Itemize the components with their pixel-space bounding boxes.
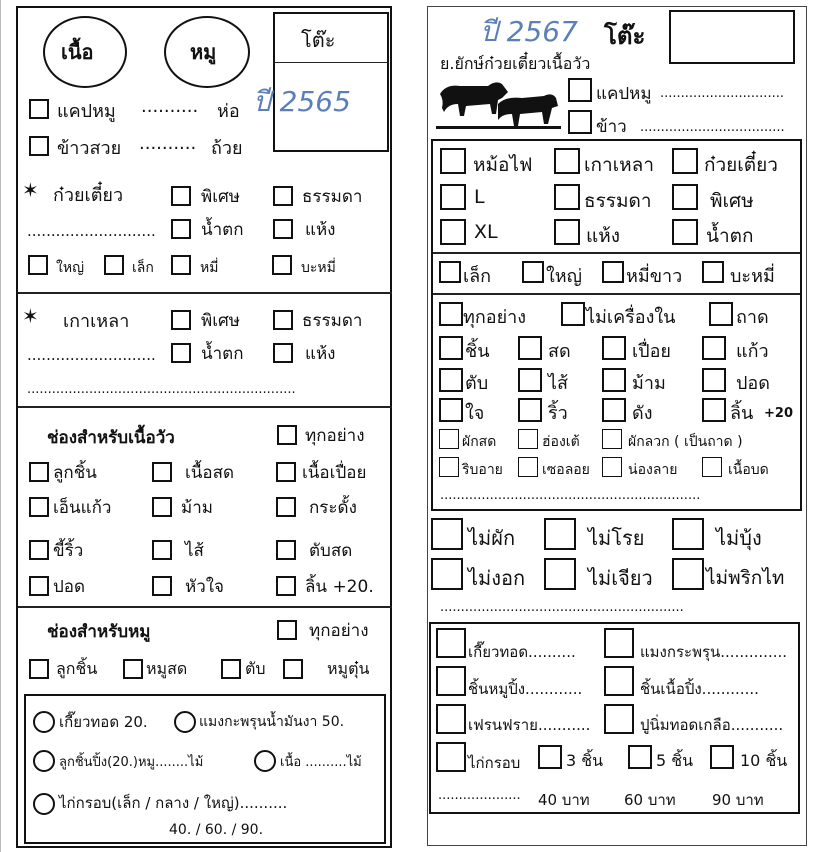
beef-tripe-checkbox[interactable] — [29, 540, 49, 560]
pork-label: หมู — [190, 40, 217, 64]
kaolao-special-checkbox[interactable] — [171, 310, 191, 330]
intestine-checkbox[interactable] — [518, 368, 542, 392]
tongue-checkbox[interactable] — [702, 398, 726, 422]
no-fried-garlic-checkbox[interactable] — [544, 558, 576, 590]
crackling-unit: ห่อ — [217, 101, 240, 122]
blanched-veg-checkbox[interactable] — [602, 429, 622, 449]
size-big-checkbox[interactable] — [28, 255, 48, 275]
beef-fresh-checkbox[interactable] — [152, 462, 172, 482]
order-form-2565: เนื้อ หมู โต๊ะ ปี 2565 แคปหมู .......... ห่อ ข้าวสวย .......... ถ้วย ✶ ก๋วยเตี๋ยว พิเศษ ธรรมดา ........................... น้ำตก แห้ง ใหญ่ เล็ก หมี่ บะหมี่ ✶ เกาเหลา พิเศษ ธรรมดา ........................... น้ำตก แห้ง ................................................................. ช่องสำหรับเนื้อวัว ทุกอย่าง ลูกชิ้น เนื้อสด เนื้อเปื่อย เอ็นแก้ว ม้าม กระดั้ง ขี้ริ้ว ไส้ ตับสด ปอด หัวใจ ลิ้น +20. ช่องสำหรับหมู ทุกอย่าง ลูกชิ้น หมูสด ตับ หมูตุ๋น เกี๊ยวทอด 20. แมงกะพรุนน้ำมันงา 50. ลูกชิ้นปิ้ง(20.)หมู........ไม้ เนื้อ ..........ไม้ ไก่กรอบ(เล็ก / กลาง / ใหญ่).......... 40. / 60. / 90. — [0, 0, 411, 852]
fresh-veg-checkbox[interactable] — [439, 429, 459, 449]
dry-checkbox[interactable] — [554, 219, 580, 245]
lung-checkbox[interactable] — [702, 368, 726, 392]
noodle-bamee-checkbox[interactable] — [702, 261, 724, 283]
soft-shell-crab-checkbox[interactable] — [604, 704, 634, 734]
noodle-special-checkbox[interactable] — [171, 186, 191, 206]
beef-liver-checkbox[interactable] — [276, 540, 296, 560]
no-sprouts-checkbox[interactable] — [431, 558, 463, 590]
pork-liver-checkbox[interactable] — [221, 659, 241, 679]
noodle-star-icon: ✶ — [22, 178, 39, 202]
sirloin-checkbox[interactable] — [518, 457, 538, 477]
shop-name: ย.ยักษ์ก๋วยเตี๋ยวเนื้อวัว — [440, 54, 591, 73]
no-offal-checkbox[interactable] — [561, 302, 585, 326]
crackling-checkbox[interactable] — [568, 78, 592, 102]
size-bamee-checkbox[interactable] — [272, 255, 292, 275]
kaolao-dry-checkbox[interactable] — [273, 343, 293, 363]
tray-checkbox[interactable] — [709, 302, 733, 326]
rice-label: ข้าวสวย — [57, 138, 122, 159]
beef-section-title: ช่องสำหรับเนื้อวัว — [47, 428, 175, 448]
hotpot-checkbox[interactable] — [440, 148, 466, 174]
pork-section-title: ช่องสำหรับหมู — [47, 622, 151, 642]
beef-stewed-checkbox[interactable] — [276, 462, 296, 482]
kaolao-star-icon: ✶ — [22, 304, 39, 328]
noodle-title: ก๋วยเตี๋ยว — [53, 185, 124, 206]
beef-intestine-checkbox[interactable] — [152, 540, 172, 560]
year-handwritten: ปี 2567 — [480, 15, 578, 48]
pork-stew-checkbox[interactable] — [283, 659, 303, 679]
slice-checkbox[interactable] — [439, 336, 463, 360]
no-morning-glory-checkbox[interactable] — [672, 518, 704, 550]
grilled-pork-ball-radio[interactable] — [33, 750, 55, 772]
fried-wonton-checkbox[interactable] — [436, 628, 466, 658]
table-label: โต๊ะ — [604, 22, 646, 50]
crispy-chicken-checkbox[interactable] — [436, 742, 466, 772]
liver-checkbox[interactable] — [439, 368, 463, 392]
kaolao-water-checkbox[interactable] — [171, 343, 191, 363]
cartilage-checkbox[interactable] — [602, 398, 626, 422]
size-l-checkbox[interactable] — [440, 184, 466, 210]
minced-beef-checkbox[interactable] — [702, 457, 722, 477]
all-parts-checkbox[interactable] — [439, 302, 463, 326]
water-checkbox[interactable] — [672, 219, 698, 245]
noodle-small-checkbox[interactable] — [439, 261, 461, 283]
size-mee-checkbox[interactable] — [171, 255, 191, 275]
table-number-box[interactable] — [669, 10, 795, 64]
spleen-checkbox[interactable] — [602, 368, 626, 392]
grilled-pork-checkbox[interactable] — [436, 666, 466, 696]
size-xl-checkbox[interactable] — [440, 219, 466, 245]
beef-tongue-checkbox[interactable] — [276, 576, 296, 596]
rice-checkbox[interactable] — [29, 136, 49, 156]
cattle-logo — [436, 74, 561, 132]
table-label: โต๊ะ — [301, 28, 336, 52]
grilled-beef-checkbox[interactable] — [604, 666, 634, 696]
heart-checkbox[interactable] — [439, 398, 463, 422]
chicken-10pc-checkbox[interactable] — [710, 745, 734, 769]
beef-label: เนื้อ — [61, 40, 94, 64]
noodle-water-checkbox[interactable] — [171, 219, 191, 239]
grilled-beef-ball-radio[interactable] — [254, 750, 276, 772]
stewed-checkbox[interactable] — [602, 336, 626, 360]
size-small-checkbox[interactable] — [104, 255, 124, 275]
noodle-normal-checkbox[interactable] — [273, 186, 293, 206]
ribeye-checkbox[interactable] — [439, 457, 459, 477]
chicken-3pc-checkbox[interactable] — [538, 745, 562, 769]
pork-meatball-checkbox[interactable] — [29, 659, 49, 679]
beef-cartilage-checkbox[interactable] — [276, 497, 296, 517]
year-handwritten: ปี 2565 — [253, 85, 351, 118]
kaolao-normal-checkbox[interactable] — [273, 310, 293, 330]
noodle-white-mee-checkbox[interactable] — [602, 261, 624, 283]
crispy-chicken-radio[interactable] — [33, 793, 55, 815]
kaolao-checkbox[interactable] — [554, 148, 580, 174]
crackling-checkbox[interactable] — [29, 99, 49, 119]
noodle-checkbox[interactable] — [672, 148, 698, 174]
shank-checkbox[interactable] — [602, 457, 622, 477]
beef-lung-checkbox[interactable] — [29, 576, 49, 596]
rice-unit: ถ้วย — [211, 138, 243, 159]
crackling-label: แคปหมู — [57, 101, 116, 122]
pork-fresh-checkbox[interactable] — [123, 659, 143, 679]
tendon-checkbox[interactable] — [702, 336, 726, 360]
normal-checkbox[interactable] — [554, 184, 580, 210]
noodle-big-checkbox[interactable] — [522, 261, 544, 283]
special-checkbox[interactable] — [672, 184, 698, 210]
pork-all-checkbox[interactable] — [277, 620, 297, 640]
no-garnish-checkbox[interactable] — [544, 518, 576, 550]
french-fries-checkbox[interactable] — [436, 704, 466, 734]
beef-meatball-checkbox[interactable] — [29, 462, 49, 482]
no-pepper-checkbox[interactable] — [672, 558, 704, 590]
rice-checkbox[interactable] — [568, 110, 592, 134]
noodle-dry-checkbox[interactable] — [273, 219, 293, 239]
beef-heart-checkbox[interactable] — [152, 576, 172, 596]
jellyfish-checkbox[interactable] — [604, 628, 634, 658]
fresh-checkbox[interactable] — [518, 336, 542, 360]
chicken-5pc-checkbox[interactable] — [628, 745, 652, 769]
tripe-checkbox[interactable] — [518, 398, 542, 422]
beef-spleen-checkbox[interactable] — [152, 497, 172, 517]
jellyfish-radio[interactable] — [174, 711, 196, 733]
beef-all-checkbox[interactable] — [277, 425, 297, 445]
beef-tendon-checkbox[interactable] — [29, 497, 49, 517]
kaolao-title: เกาเหลา — [63, 311, 130, 332]
no-veg-checkbox[interactable] — [431, 518, 463, 550]
bok-choy-checkbox[interactable] — [518, 429, 538, 449]
order-form-2567: ปี 2567 โต๊ะ ย.ยักษ์ก๋วยเตี๋ยวเนื้อวัว แคปหมู .............................. ข้าว ................................... หม้อไฟ เกาเหลา ก๋วยเตี๋ยว L ธรรมดา พิเศษ XL แห้ง น้ำตก เล็ก ใหญ่ หมี่ขาว บะหมี่ ทุกอย่าง ไม่เครื่องใน ถาด ชิ้น สด เปื่อย แก้ว ตับ ไส้ ม้าม ปอด ใจ ริ้ว ดัง ลิ้น +20 ผักสด ฮ่องเต้ ผักลวก ( เป็นถาด ) ริบอาย เซอลอย น่องลาย เนื้อบด ............................................................... ไม่ผัก ไม่โรย ไม่บุ้ง ไม่งอก ไม่เจียว ไม่พริกไท ........................................................... เกี๊ยวทอด.......... แมงกระพรุน.............. ชิ้นหมูปิ้ง............ ชิ้นเนื้อปิ้ง............ เฟรนฟราย........... ปูนิ่มทอดเกลือ........... ไก่กรอบ 3 ชิ้น 5 ชิ้น 10 ชิ้น .................... 40 บาท 60 บาท 90 บาท — [418, 0, 813, 852]
wonton-radio[interactable] — [33, 711, 55, 733]
